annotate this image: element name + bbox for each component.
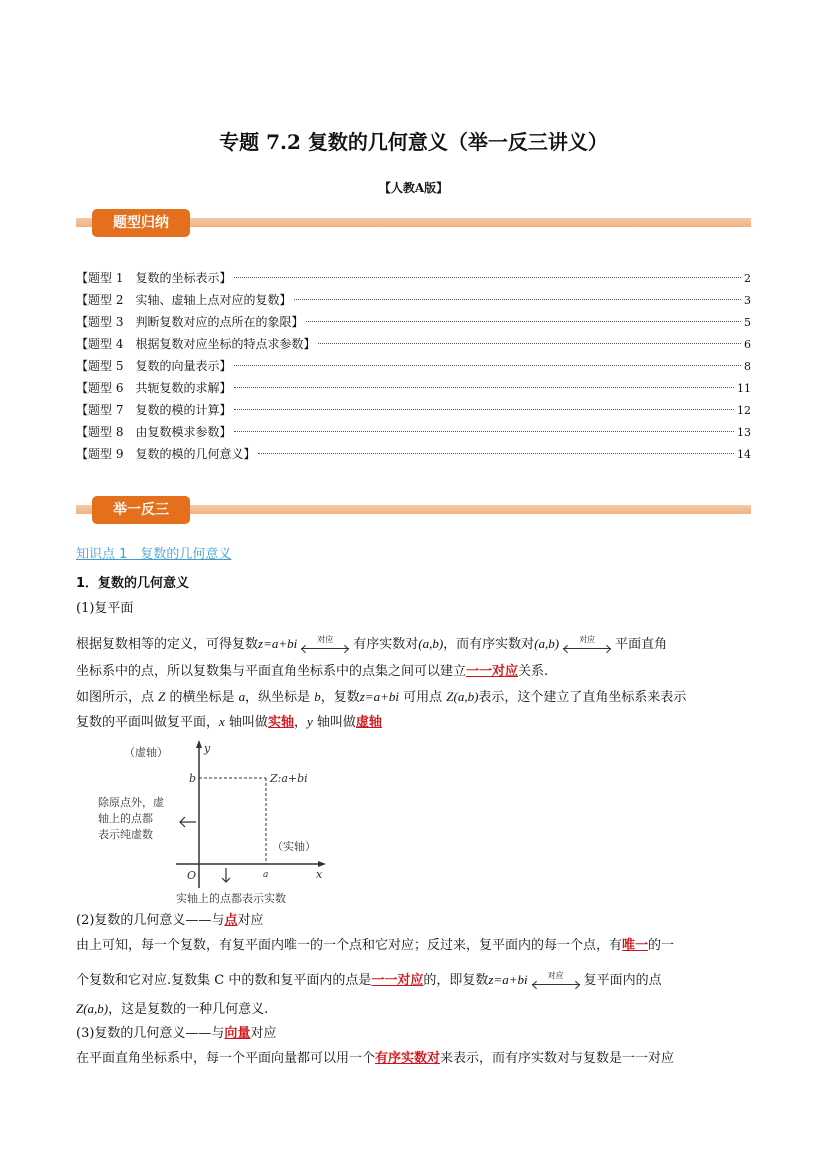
toc-leader [258, 453, 734, 454]
math: z=a+bi [488, 972, 528, 987]
text: ，这是复数的一种几何意义. [108, 1002, 269, 1017]
paragraph [76, 967, 752, 993]
text: 复数的平面叫做复平面， [76, 715, 220, 730]
subheading-complex-plane: (1)复平面 [76, 601, 134, 616]
down-arrow-icon [222, 868, 230, 882]
toc-label: 【题型 7 复数的模的计算】 [76, 403, 232, 417]
left-note: 表示纯虚数 [98, 828, 153, 841]
text: (3)复数的几何意义——与 [76, 1026, 225, 1041]
math: Z [158, 689, 166, 704]
text: 平面直角 [615, 637, 668, 652]
math: y [306, 714, 313, 729]
highlight: 有序实数对 [375, 1051, 441, 1066]
text: 个复数和它对应.复数集 C 中的数和复平面内的点是 [76, 973, 372, 988]
toc-page: 12 [737, 404, 751, 417]
paragraph [76, 1046, 752, 1071]
highlight: 点 [224, 913, 238, 928]
y-label: y [204, 742, 211, 755]
real-axis-label: （实轴） [272, 840, 316, 853]
toc-label: 【题型 9 复数的模的几何意义】 [76, 447, 256, 461]
text: (2)复数的几何意义——与 [76, 913, 225, 928]
highlight: 一一对应 [371, 973, 424, 988]
text: ，纵坐标是 [245, 690, 315, 705]
paragraph [76, 933, 752, 958]
subheading-point [76, 908, 752, 933]
paragraph [76, 709, 752, 735]
text: 的，即复数 [423, 973, 489, 988]
point-label: Z:a+bi [270, 772, 308, 785]
highlight: 实轴 [267, 715, 294, 730]
section-banner-question-types [76, 209, 751, 237]
subheading-vector [76, 1021, 752, 1046]
math: a [238, 689, 246, 704]
toc-page: 2 [744, 272, 751, 285]
toc-leader [318, 343, 741, 344]
edition-label: 【人教A版】 [378, 181, 449, 195]
banner-tag: 举一反三 [92, 496, 190, 524]
text: 根据复数相等的定义，可得复数 [76, 637, 259, 652]
toc-leader [234, 387, 734, 388]
toc-entry[interactable] [76, 267, 751, 289]
toc-leader [234, 365, 741, 366]
toc-entry[interactable] [76, 311, 751, 333]
left-arrow-icon [180, 817, 196, 827]
table-of-contents [76, 267, 751, 465]
x-label: x [316, 868, 323, 881]
correspondence-arrow [299, 635, 351, 655]
paragraph [76, 684, 752, 710]
highlight: 虚轴 [355, 715, 382, 730]
toc-page: 8 [744, 360, 751, 373]
text: 对应 [237, 913, 264, 928]
b-label: b [189, 772, 197, 785]
text: 在平面直角坐标系中，每一个平面向量都可以用一个 [76, 1051, 376, 1066]
toc-label: 【题型 1 复数的坐标表示】 [76, 271, 232, 285]
toc-leader [234, 431, 734, 432]
math: (a,b) [418, 636, 444, 651]
double-arrow-icon [532, 984, 580, 985]
double-arrow-icon [301, 648, 349, 649]
paragraph [76, 996, 752, 1022]
toc-label: 【题型 5 复数的向量表示】 [76, 359, 232, 373]
highlight: 向量 [224, 1026, 251, 1041]
arrow-label: 对应 [547, 970, 564, 980]
toc-entry[interactable] [76, 443, 751, 465]
left-note: 除原点外，虚 [98, 796, 164, 809]
toc-label: 【题型 3 判断复数对应的点所在的象限】 [76, 315, 304, 329]
toc-entry[interactable] [76, 399, 751, 421]
toc-page: 5 [744, 316, 751, 329]
text: 对应 [250, 1026, 277, 1041]
toc-leader [306, 321, 741, 322]
origin-label: O [187, 869, 197, 882]
highlight: 唯一 [622, 938, 649, 953]
toc-label: 【题型 6 共轭复数的求解】 [76, 381, 232, 395]
imag-axis-label: （虚轴） [124, 746, 168, 759]
toc-entry[interactable] [76, 289, 751, 311]
heading-1: 1．复数的几何意义 [76, 576, 190, 591]
toc-entry[interactable] [76, 377, 751, 399]
bottom-note: 实轴上的点都表示实数 [176, 892, 286, 905]
complex-plane-figure [96, 738, 346, 910]
arrow-label: 对应 [579, 634, 596, 644]
arrow-label: 对应 [317, 634, 334, 644]
paragraph [76, 631, 752, 657]
text: 来表示，而有序实数对与复数是一一对应 [440, 1051, 675, 1066]
math: z=a+bi [359, 689, 400, 704]
text: 表示，这个建立了直角坐标系来表示 [478, 690, 687, 705]
text: 关系. [518, 664, 549, 679]
text: 轴叫做 [312, 715, 356, 730]
math: (a,b) [534, 636, 560, 651]
text: 可用点 [399, 690, 447, 705]
text: 有序实数对 [353, 637, 419, 652]
math: b [314, 689, 321, 704]
knowledge-point-heading: 知识点 1 复数的几何意义 [76, 547, 232, 562]
toc-page: 6 [744, 338, 751, 351]
banner-tag: 题型归纳 [92, 209, 190, 237]
toc-leader [294, 299, 741, 300]
double-arrow-icon [563, 648, 611, 649]
toc-page: 3 [744, 294, 751, 307]
text: ，而有序实数对 [443, 637, 535, 652]
toc-label: 【题型 4 根据复数对应坐标的特点求参数】 [76, 337, 316, 351]
toc-label: 【题型 2 实轴、虚轴上点对应的复数】 [76, 293, 292, 307]
text: ， [293, 715, 307, 730]
left-note: 轴上的点都 [98, 812, 153, 825]
text: 复平面内的点 [583, 973, 662, 988]
text: 由上可知，每一个复数，有复平面内唯一的一个点和它对应；反过来，复平面内的每一个点，有 [76, 938, 623, 953]
text: 的横坐标是 [165, 690, 239, 705]
paragraph [76, 659, 752, 684]
text: 的一 [648, 938, 675, 953]
text: ，复数 [320, 690, 360, 705]
toc-page: 13 [737, 426, 751, 439]
toc-page: 14 [737, 448, 751, 461]
text: 如图所示，点 [76, 690, 159, 705]
section-banner-examples [76, 496, 751, 524]
a-label: a [263, 870, 269, 880]
toc-leader [234, 277, 741, 278]
correspondence-arrow [530, 971, 582, 991]
toc-entry[interactable] [76, 355, 751, 377]
text: 坐标系中的点，所以复数集与平面直角坐标系中的点集之间可以建立 [76, 664, 467, 679]
math: x [219, 714, 225, 729]
toc-leader [234, 409, 734, 410]
document-title: 专题 7.2 复数的几何意义（举一反三讲义） [219, 130, 608, 154]
toc-entry[interactable] [76, 333, 751, 355]
math: z=a+bi [258, 636, 298, 651]
toc-page: 11 [737, 382, 751, 395]
math: Z(a,b) [76, 1001, 109, 1016]
math: Z(a,b) [446, 689, 479, 704]
highlight: 一一对应 [466, 664, 519, 679]
correspondence-arrow [561, 635, 613, 655]
toc-entry[interactable] [76, 421, 751, 443]
toc-label: 【题型 8 由复数模求参数】 [76, 425, 232, 439]
text: 轴叫做 [224, 715, 268, 730]
